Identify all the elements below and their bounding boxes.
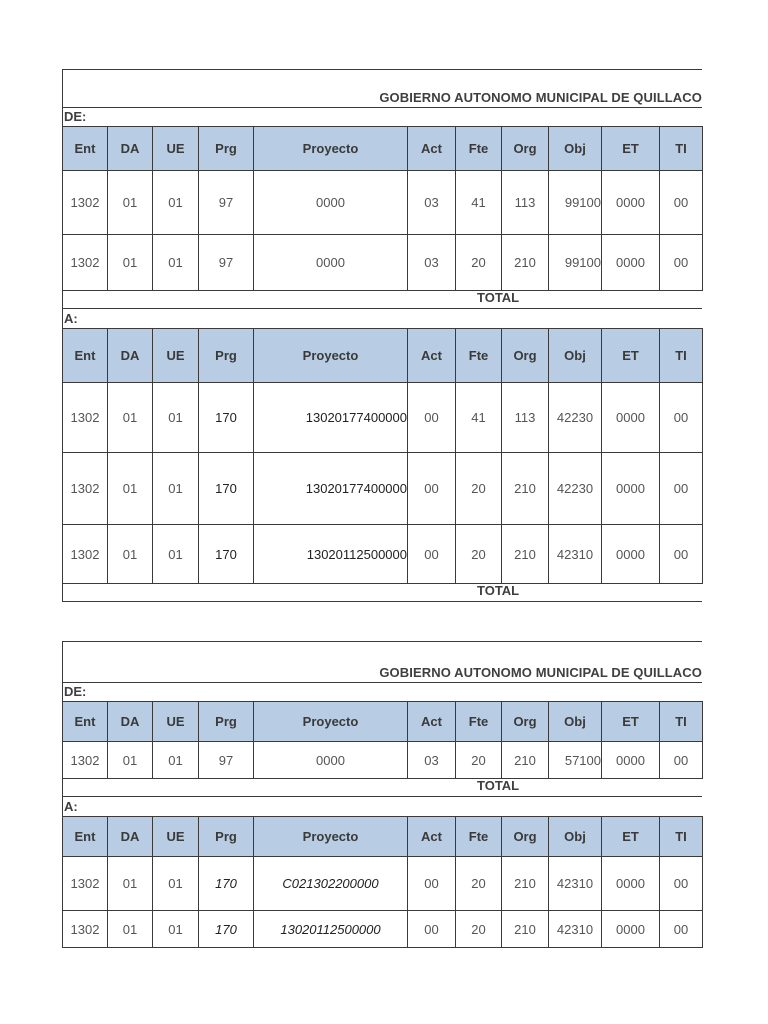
header-proyecto: Proyecto [254, 127, 408, 171]
table-row [63, 742, 703, 779]
cell-proyecto: 0000 [254, 171, 408, 235]
total-label: TOTAL [477, 290, 520, 305]
cell-obj: 42230 [549, 453, 602, 525]
de-total-row [62, 778, 702, 797]
header-da: DA [108, 329, 153, 383]
header-ent: Ent [63, 817, 108, 857]
header-act: Act [408, 127, 456, 171]
cell-proyecto: C021302200000 [254, 857, 408, 911]
cell-da: 01 [108, 235, 153, 291]
cell-obj: 57100 [549, 742, 602, 779]
cell-ent: 1302 [63, 525, 108, 584]
cell-act: 03 [408, 742, 456, 779]
cell-ti: 00 [660, 383, 703, 453]
cell-proyecto: 13020177400000 [254, 453, 408, 525]
table-row [63, 235, 703, 291]
de-label-row [62, 683, 702, 701]
cell-ti: 00 [660, 911, 703, 948]
cell-proyecto: 13020112500000 [254, 911, 408, 948]
cell-prg: 97 [199, 235, 254, 291]
cell-et: 0000 [602, 383, 660, 453]
header-ti: TI [660, 127, 703, 171]
cell-act: 00 [408, 383, 456, 453]
cell-et: 0000 [602, 235, 660, 291]
header-fte: Fte [456, 329, 502, 383]
header-ti: TI [660, 817, 703, 857]
total-label: TOTAL [477, 583, 520, 598]
de-label: DE: [64, 109, 87, 124]
cell-obj: 99100 [549, 235, 602, 291]
cell-org: 210 [502, 453, 549, 525]
form-title: GOBIERNO AUTONOMO MUNICIPAL DE QUILLACO [379, 90, 702, 105]
cell-fte: 20 [456, 235, 502, 291]
cell-org: 210 [502, 235, 549, 291]
de-label: DE: [64, 684, 87, 699]
header-ue: UE [153, 329, 199, 383]
header-prg: Prg [199, 702, 254, 742]
header-et: ET [602, 817, 660, 857]
cell-obj: 42310 [549, 911, 602, 948]
cell-ue: 01 [153, 742, 199, 779]
cell-act: 00 [408, 911, 456, 948]
cell-et: 0000 [602, 857, 660, 911]
form-title: GOBIERNO AUTONOMO MUNICIPAL DE QUILLACO [379, 665, 702, 680]
cell-org: 113 [502, 383, 549, 453]
header-obj: Obj [549, 329, 602, 383]
cell-act: 00 [408, 453, 456, 525]
header-ti: TI [660, 329, 703, 383]
form-title-row [62, 641, 702, 683]
cell-prg: 170 [199, 453, 254, 525]
header-prg: Prg [199, 127, 254, 171]
cell-prg: 170 [199, 911, 254, 948]
cell-et: 0000 [602, 171, 660, 235]
cell-org: 210 [502, 525, 549, 584]
header-fte: Fte [456, 817, 502, 857]
header-org: Org [502, 702, 549, 742]
header-da: DA [108, 817, 153, 857]
cell-org: 210 [502, 857, 549, 911]
header-et: ET [602, 127, 660, 171]
cell-fte: 20 [456, 857, 502, 911]
cell-fte: 20 [456, 453, 502, 525]
table-row [63, 171, 703, 235]
cell-fte: 20 [456, 742, 502, 779]
form-title-row [62, 69, 702, 108]
header-et: ET [602, 702, 660, 742]
cell-proyecto: 0000 [254, 235, 408, 291]
cell-et: 0000 [602, 911, 660, 948]
header-prg: Prg [199, 817, 254, 857]
a-total-row [62, 583, 702, 602]
de-label-row [62, 108, 702, 126]
header-org: Org [502, 817, 549, 857]
a-label-row [62, 797, 702, 816]
de-total-row [62, 290, 702, 309]
cell-da: 01 [108, 171, 153, 235]
header-proyecto: Proyecto [254, 329, 408, 383]
a-label: A: [64, 311, 78, 326]
a-label-row [62, 309, 702, 328]
header-da: DA [108, 127, 153, 171]
cell-act: 00 [408, 857, 456, 911]
cell-act: 00 [408, 525, 456, 584]
header-obj: Obj [549, 127, 602, 171]
cell-ue: 01 [153, 453, 199, 525]
cell-prg: 170 [199, 857, 254, 911]
header-obj: Obj [549, 817, 602, 857]
cell-ue: 01 [153, 525, 199, 584]
cell-act: 03 [408, 235, 456, 291]
header-et: ET [602, 329, 660, 383]
table-header-row [63, 329, 703, 383]
cell-fte: 20 [456, 525, 502, 584]
cell-da: 01 [108, 857, 153, 911]
header-act: Act [408, 329, 456, 383]
cell-fte: 20 [456, 911, 502, 948]
header-ent: Ent [63, 702, 108, 742]
a-table [62, 328, 703, 584]
cell-da: 01 [108, 911, 153, 948]
cell-ent: 1302 [63, 171, 108, 235]
cell-ent: 1302 [63, 742, 108, 779]
cell-fte: 41 [456, 383, 502, 453]
cell-org: 113 [502, 171, 549, 235]
table-header-row [63, 817, 703, 857]
cell-act: 03 [408, 171, 456, 235]
cell-ti: 00 [660, 171, 703, 235]
cell-ent: 1302 [63, 911, 108, 948]
header-ent: Ent [63, 127, 108, 171]
table-row [63, 525, 703, 584]
a-table [62, 816, 703, 948]
cell-da: 01 [108, 525, 153, 584]
cell-prg: 170 [199, 525, 254, 584]
header-act: Act [408, 702, 456, 742]
cell-ti: 00 [660, 235, 703, 291]
cell-proyecto: 13020177400000 [254, 383, 408, 453]
cell-ti: 00 [660, 525, 703, 584]
cell-et: 0000 [602, 453, 660, 525]
cell-ue: 01 [153, 911, 199, 948]
table-row [63, 383, 703, 453]
cell-ent: 1302 [63, 453, 108, 525]
cell-ent: 1302 [63, 383, 108, 453]
cell-prg: 97 [199, 742, 254, 779]
cell-obj: 99100 [549, 171, 602, 235]
cell-et: 0000 [602, 742, 660, 779]
cell-ent: 1302 [63, 235, 108, 291]
cell-obj: 42230 [549, 383, 602, 453]
cell-fte: 41 [456, 171, 502, 235]
header-obj: Obj [549, 702, 602, 742]
de-table [62, 701, 703, 779]
table-row [63, 911, 703, 948]
cell-prg: 170 [199, 383, 254, 453]
cell-et: 0000 [602, 525, 660, 584]
header-ue: UE [153, 702, 199, 742]
a-label: A: [64, 799, 78, 814]
cell-org: 210 [502, 911, 549, 948]
header-fte: Fte [456, 702, 502, 742]
cell-proyecto: 13020112500000 [254, 525, 408, 584]
cell-da: 01 [108, 453, 153, 525]
cell-obj: 42310 [549, 525, 602, 584]
cell-ue: 01 [153, 383, 199, 453]
de-table [62, 126, 703, 291]
header-prg: Prg [199, 329, 254, 383]
header-proyecto: Proyecto [254, 817, 408, 857]
cell-org: 210 [502, 742, 549, 779]
cell-proyecto: 0000 [254, 742, 408, 779]
table-row [63, 453, 703, 525]
cell-ue: 01 [153, 171, 199, 235]
cell-ue: 01 [153, 857, 199, 911]
header-proyecto: Proyecto [254, 702, 408, 742]
header-ue: UE [153, 127, 199, 171]
header-ti: TI [660, 702, 703, 742]
cell-ent: 1302 [63, 857, 108, 911]
header-da: DA [108, 702, 153, 742]
header-ent: Ent [63, 329, 108, 383]
table-header-row [63, 127, 703, 171]
cell-obj: 42310 [549, 857, 602, 911]
cell-prg: 97 [199, 171, 254, 235]
table-header-row [63, 702, 703, 742]
header-act: Act [408, 817, 456, 857]
cell-ti: 00 [660, 857, 703, 911]
table-row [63, 857, 703, 911]
cell-ue: 01 [153, 235, 199, 291]
total-label: TOTAL [477, 778, 520, 793]
cell-da: 01 [108, 742, 153, 779]
cell-ti: 00 [660, 742, 703, 779]
cell-da: 01 [108, 383, 153, 453]
header-fte: Fte [456, 127, 502, 171]
cell-ti: 00 [660, 453, 703, 525]
header-org: Org [502, 329, 549, 383]
header-ue: UE [153, 817, 199, 857]
header-org: Org [502, 127, 549, 171]
